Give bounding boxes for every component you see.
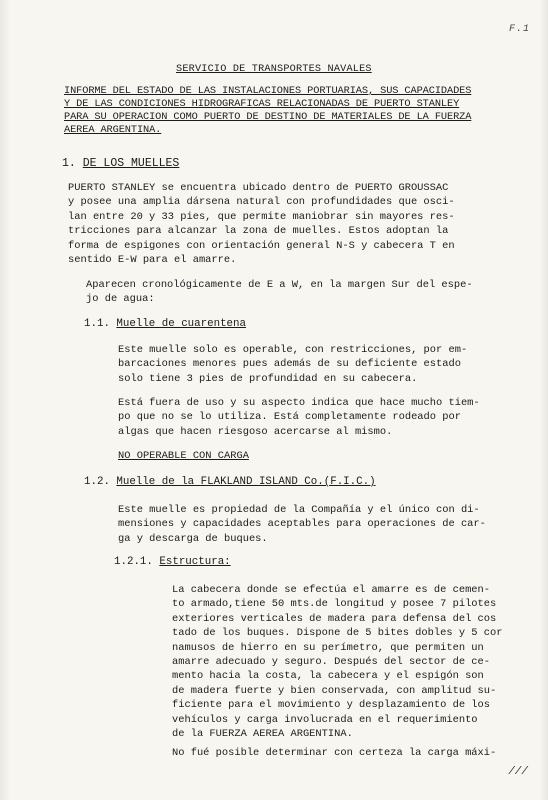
text-line: jo de agua: xyxy=(86,293,155,306)
section-number: 1. xyxy=(62,157,76,170)
paragraph-quarantine-disuse xyxy=(118,396,480,439)
paragraph-fic-pier xyxy=(118,503,486,546)
text-line: La cabecera donde se efectúa el amarre es de cemen- xyxy=(172,584,491,596)
text-line: forma de espigones con orientación general N-S y cabecera T en xyxy=(68,239,455,252)
text-line: Este muelle es propiedad de la Compañía y el único con di- xyxy=(118,504,480,516)
text-line: namusos de hierro en su perímetro, que permiten un xyxy=(172,641,484,654)
section-heading-1 xyxy=(62,157,179,170)
subsection-number: 1.2.1. xyxy=(114,556,153,568)
text-line: algas que hacen riesgoso acercarse al mismo. xyxy=(118,425,393,438)
subsection-title: Muelle de cuarentena xyxy=(116,318,246,330)
text-line: ga y descarga de buques. xyxy=(118,532,268,545)
section-title: DE LOS MUELLES xyxy=(82,157,180,170)
subsection-heading-1-1 xyxy=(84,318,246,330)
text-line: y posee una amplia dársena natural con profundidades que osci- xyxy=(68,196,455,209)
intro-line: AEREA ARGENTINA. xyxy=(64,124,162,136)
text-line: mento hacia la costa, la cabecera y el espigón son xyxy=(172,670,484,683)
text-line: de la FUERZA AEREA ARGENTINA. xyxy=(172,728,353,741)
subsection-number: 1.1. xyxy=(84,318,110,330)
document-title: SERVICIO DE TRANSPORTES NAVALES xyxy=(176,64,372,75)
text-line: po que no se lo utiliza. Está completamente rodeado por xyxy=(118,411,461,424)
subsection-heading-1-2-1 xyxy=(114,556,231,568)
paragraph-order xyxy=(86,278,473,307)
text-line: ficiente para el movimiento y desplazamiento de los xyxy=(172,699,491,712)
text-line: tricciones para alcanzar la zona de muelles. Estos adoptan la xyxy=(68,225,449,238)
subsection-heading-1-2 xyxy=(84,476,376,488)
text-line: mensiones y capacidades aceptables para operaciones de car- xyxy=(118,518,486,531)
subsection-title: Muelle de la FLAKLAND ISLAND Co.(F.I.C.) xyxy=(116,476,376,488)
paragraph-structure xyxy=(172,583,502,741)
text-line: de madera fuerte y bien conservada, con amplitud su- xyxy=(172,684,497,697)
paragraph-puerto-stanley xyxy=(68,181,455,267)
text-line: Aparecen cronológicamente de E a W, en la margen Sur del espe- xyxy=(86,279,473,291)
report-subject xyxy=(64,85,540,137)
text-line: to armado,tiene 50 mts.de longitud y posee 7 pilotes xyxy=(172,598,497,611)
text-line: PUERTO STANLEY se encuentra ubicado dentro de PUERTO GROUSSAC xyxy=(68,182,449,194)
text-line: NO OPERABLE CON CARGA xyxy=(118,450,249,462)
text-line: exteriores verticales de madera para defensa del cos xyxy=(172,612,497,625)
text-line: lan entre 20 y 33 pies, que permite maniobrar sin mayores res- xyxy=(68,210,455,223)
paragraph-quarantine-condition xyxy=(118,343,467,386)
continuation-mark: /// xyxy=(508,766,528,778)
intro-line: INFORME DEL ESTADO DE LAS INSTALACIONES PORTUARIAS, SUS CAPACIDADES xyxy=(64,85,472,97)
paragraph-max-load xyxy=(172,746,496,760)
text-line: Este muelle solo es operable, con restricciones, por em- xyxy=(118,344,468,356)
text-line: sentido E-W para el amarre. xyxy=(68,254,237,267)
intro-line: Y DE LAS CONDICIONES HIDROGRAFICAS RELACIONADAS DE PUERTO STANLEY xyxy=(64,98,460,110)
text-line: amarre adecuado y seguro. Después del sector de ce- xyxy=(172,656,491,669)
subsection-number: 1.2. xyxy=(84,476,110,488)
subsection-title: Estructura: xyxy=(159,556,231,568)
text-line: solo tiene 3 pies de profundidad en su cabecera. xyxy=(118,372,418,385)
folio-mark: F.1 xyxy=(508,24,530,35)
text-line: vehículos y carga involucrada en el requerimiento xyxy=(172,713,478,726)
text-line: Está fuera de uso y su aspecto indica que hace mucho tiem- xyxy=(118,397,480,409)
status-not-operable xyxy=(118,449,249,463)
intro-line: PARA SU OPERACION COMO PUERTO DE DESTINO DE MATERIALES DE LA FUERZA xyxy=(64,111,472,123)
text-line: tado de los buques. Dispone de 5 bites dobles y 5 cor xyxy=(172,627,503,640)
text-line: barcaciones menores pues además de su deficiente estado xyxy=(118,358,461,371)
text-line: No fué posible determinar con certeza la carga máxi- xyxy=(172,747,497,759)
